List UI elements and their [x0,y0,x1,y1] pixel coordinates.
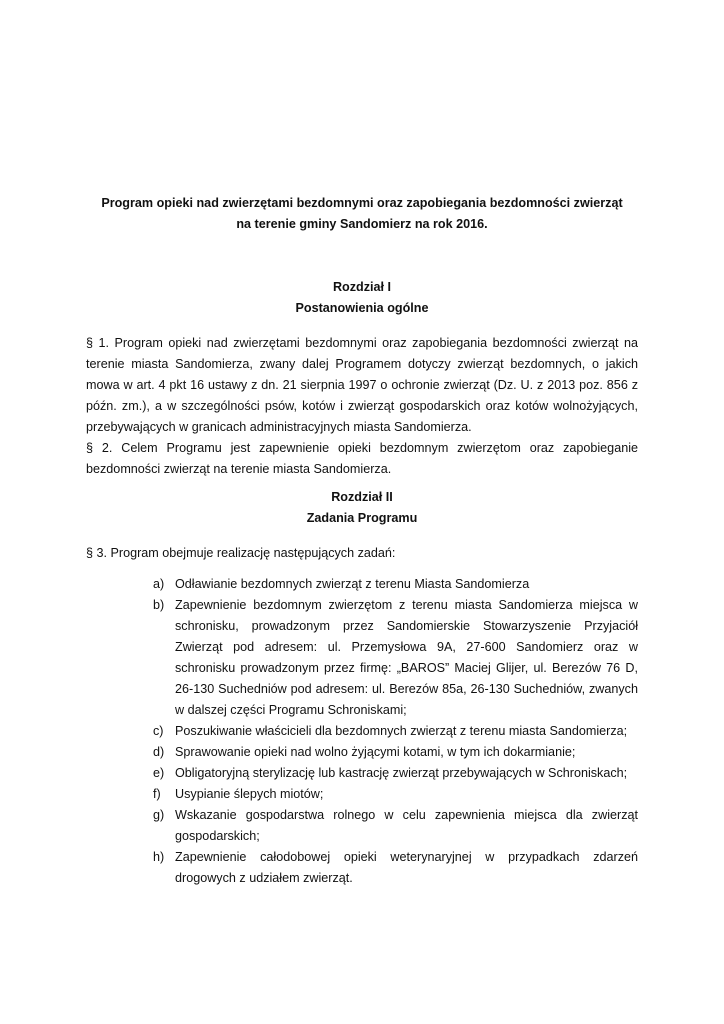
list-marker: a) [153,577,165,591]
list-item [150,763,638,784]
list-item-text: Usypianie ślepych miotów; [175,787,324,801]
list-marker: e) [153,766,165,780]
list-item-text: Wskazanie gospodarstwa rolnego w celu zapewnienia miejsca dla zwierząt gospodarskich; [175,808,638,843]
chapter-2-number: Rozdział II [331,490,393,504]
list-item-text: Zapewnienie całodobowej opieki weterynaryjnej w przypadkach zdarzeń drogowych z udziałem zwierząt. [175,850,638,885]
list-item-text: Sprawowanie opieki nad wolno żyjącymi kotami, w tym ich dokarmianie; [175,745,576,759]
list-item [150,574,638,595]
list-item [150,721,638,742]
list-item [150,742,638,763]
list-item [150,595,638,721]
chapter-1-number: Rozdział I [332,280,392,294]
title-line-1: Program opieki nad zwierzętami bezdomnymi oraz zapobiegania bezdomności zwierząt [101,196,623,210]
list-item-text: Obligatoryjną sterylizację lub kastrację zwierząt przebywających w Schroniskach; [175,766,628,780]
paragraph-3: § 3. Program obejmuje realizację następujących zadań: [86,546,396,560]
task-list [150,574,638,889]
chapter-1-name: Postanowienia ogólne [295,301,429,315]
list-item-text: Zapewnienie bezdomnym zwierzętom z terenu miasta Sandomierza miejsca w schronisku, prowadzonym przez Sandomierskie Stowarzyszenie Przyjaciół Zwierząt pod adresem: ul. Przemysłowa 9A, 27-600 Sandomierz oraz w schronisku prowadzonym przez firmę: „BAROS” Maciej Glijer, ul. Berezów 76 D, 26-130 Suchedniów pod adresem: ul. Berezów 85a, 26-130 Suchedniów, zwanych w dalszej części Programu Schroniskami; [175,598,638,717]
paragraph-1: § 1. Program opieki nad zwierzętami bezdomnymi oraz zapobiegania bezdomności zwierząt na terenie miasta Sandomierza, zwany dalej Programem dotyczy zwierząt bezdomnych, o jakich mowa w art. 4 pkt 16 ustawy z dn. 21 sierpnia 1997 o ochronie zwierząt (Dz. U. z 2013 poz. 856 z późn. zm.), a w szczególności psów, kotów i zwierząt gospodarskich oraz kotów wolnożyjących, przebywających w granicach administracyjnych miasta Sandomierza. [86,336,638,434]
document-title [86,193,638,235]
list-marker: f) [153,787,161,801]
chapter-2-name: Zadania Programu [306,511,418,525]
title-line-2: na terenie gminy Sandomierz na rok 2016. [236,217,488,231]
list-marker: b) [153,598,165,612]
list-marker: g) [153,808,165,822]
chapter-2-heading [86,487,638,529]
list-item-text: Odławianie bezdomnych zwierząt z terenu Miasta Sandomierza [175,577,530,591]
list-item-text: Poszukiwanie właścicieli dla bezdomnych zwierząt z terenu miasta Sandomierza; [175,724,628,738]
list-item [150,805,638,847]
chapter-1-heading [86,277,638,319]
list-marker: c) [153,724,164,738]
list-item [150,847,638,889]
list-marker: h) [153,850,165,864]
list-marker: d) [153,745,165,759]
list-item [150,784,638,805]
paragraph-2: § 2. Celem Programu jest zapewnienie opieki bezdomnym zwierzętom oraz zapobieganie bezdomności zwierząt na terenie miasta Sandomierza. [86,441,638,476]
